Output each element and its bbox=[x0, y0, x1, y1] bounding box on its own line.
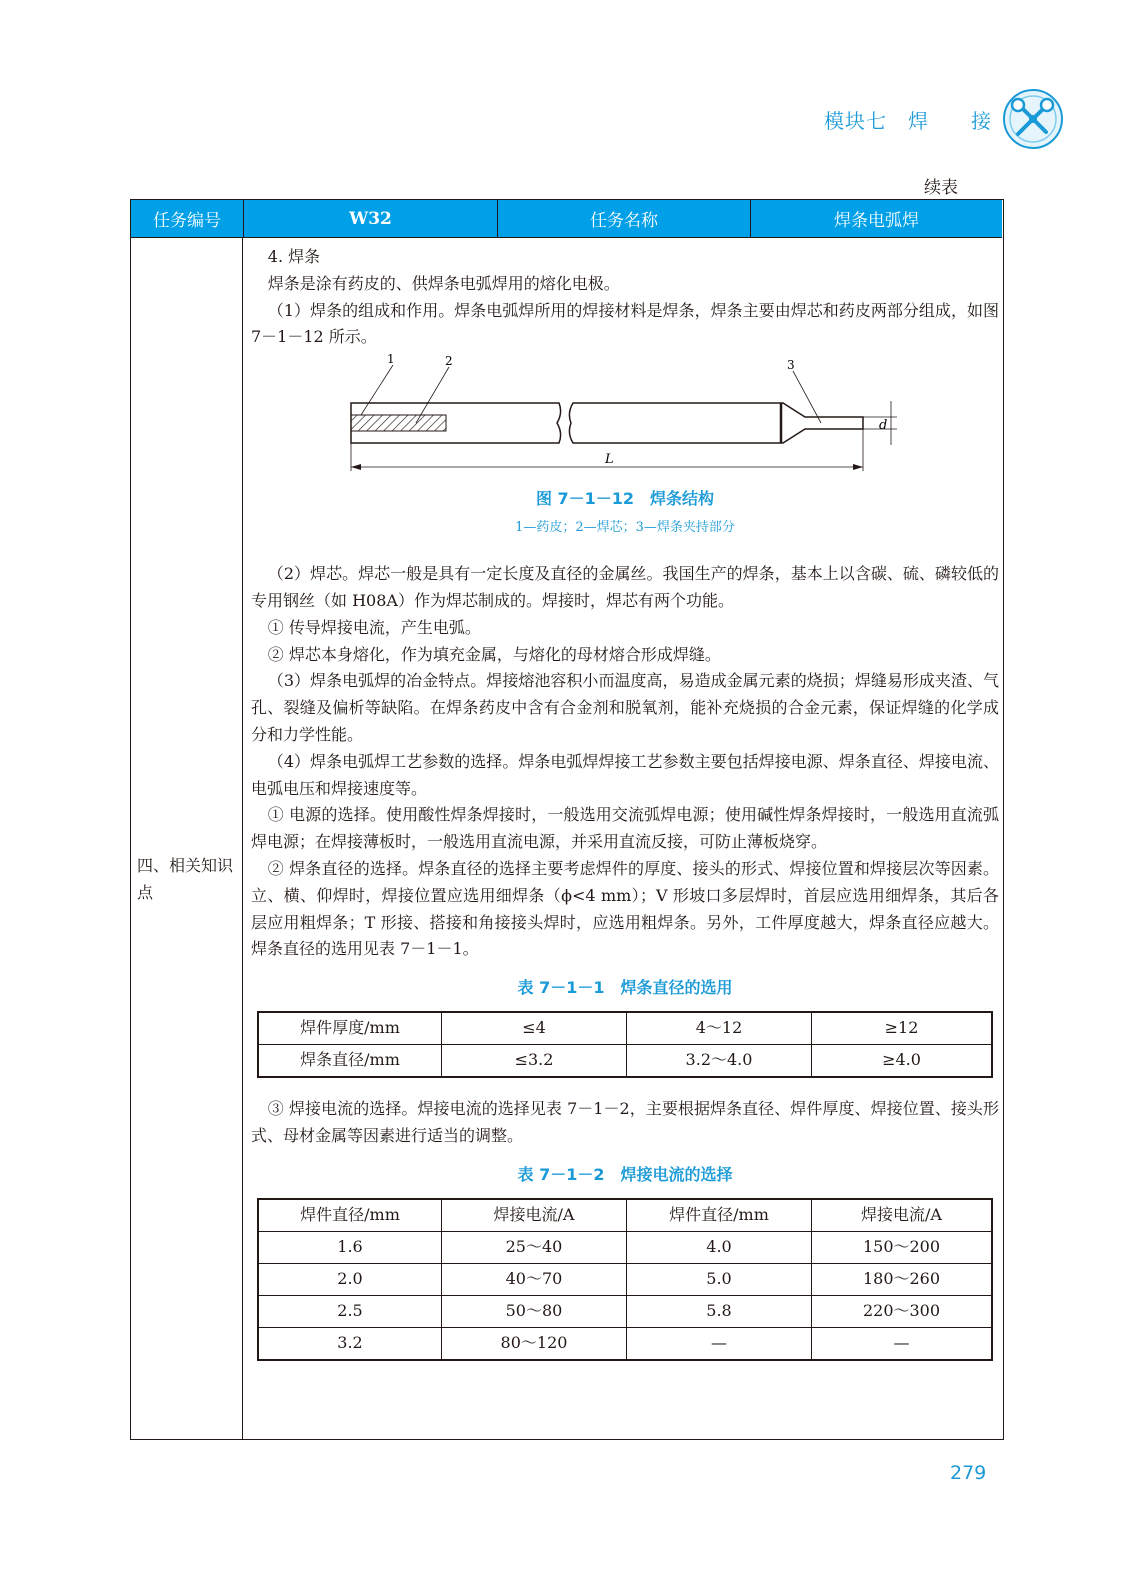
table-cell: — bbox=[627, 1327, 812, 1360]
paragraph-intro: 焊条是涂有药皮的、供焊条电弧焊用的熔化电极。 bbox=[267, 273, 620, 293]
table-cell: ≥12 bbox=[812, 1012, 993, 1045]
table-cell: ≥4.0 bbox=[812, 1045, 993, 1078]
paragraph-core-function-2: ② 焊芯本身熔化，作为填充金属，与熔化的母材熔合形成焊缝。 bbox=[267, 644, 721, 664]
paragraph-power-source: ① 电源的选择。使用酸性焊条焊接时，一般选用交流弧焊电源；使用碱性焊条焊接时，一般选用直流弧焊电源；在焊接薄板时，一般选用直流电源，并采用直流反接，可防止薄板烧穿。 bbox=[251, 805, 999, 852]
row-label-cell bbox=[131, 237, 243, 1439]
table-cell: ≤3.2 bbox=[442, 1045, 627, 1078]
table-cell: 150～200 bbox=[812, 1231, 993, 1263]
page-number: 279 bbox=[950, 1462, 987, 1484]
figure-legend: 1—药皮；2—焊芯；3—焊条夹持部分 bbox=[515, 520, 735, 536]
header-cell-task-id-label: 任务编号 bbox=[131, 200, 244, 237]
table-header-row bbox=[258, 1199, 992, 1232]
table-cell: 5.0 bbox=[627, 1263, 812, 1295]
header-cell-task-id: W32 bbox=[244, 200, 498, 237]
table-row bbox=[258, 1231, 992, 1263]
table-cell: 50～80 bbox=[442, 1295, 627, 1327]
task-table bbox=[130, 199, 1004, 1440]
table-header-cell: 焊件直径/mm bbox=[627, 1199, 812, 1232]
table-row bbox=[258, 1295, 992, 1327]
table-cell: 2.5 bbox=[258, 1295, 442, 1327]
table-row bbox=[258, 1327, 992, 1360]
table-cell: 5.8 bbox=[627, 1295, 812, 1327]
paragraph-core: （2）焊芯。焊芯一般是具有一定长度及直径的金属丝。我国生产的焊条，基本上以含碳、硫、磷较低的专用钢丝（如 H08A）作为焊芯制成的。焊接时，焊芯有两个功能。 bbox=[251, 564, 999, 610]
table-cell: 40～70 bbox=[442, 1263, 627, 1295]
table-cell: 80～120 bbox=[442, 1327, 627, 1360]
content-cell bbox=[251, 244, 999, 1361]
table-cell: 焊条直径/mm bbox=[258, 1045, 442, 1078]
table-cell: 25～40 bbox=[442, 1231, 627, 1263]
table-cell: 焊件厚度/mm bbox=[258, 1012, 442, 1045]
table-cell: 3.2～4.0 bbox=[627, 1045, 812, 1078]
dimension-L: L bbox=[605, 452, 614, 468]
table-cell: 1.6 bbox=[258, 1231, 442, 1263]
electrode-figure bbox=[251, 351, 999, 561]
table-cell: 3.2 bbox=[258, 1327, 442, 1360]
continued-label: 续表 bbox=[924, 178, 958, 198]
table-cell: 2.0 bbox=[258, 1263, 442, 1295]
paragraph-composition: （1）焊条的组成和作用。焊条电弧焊所用的焊接材料是焊条，焊条主要由焊芯和药皮两部分组成，如图 7－1－12 所示。 bbox=[251, 300, 999, 347]
fig-label-2: 2 bbox=[445, 354, 453, 369]
table-cell: 220～300 bbox=[812, 1295, 993, 1327]
diameter-table bbox=[257, 1011, 993, 1078]
core-section bbox=[351, 415, 446, 431]
table-header-cell: 焊接电流/A bbox=[442, 1199, 627, 1232]
paragraph-metallurgy: （3）焊条电弧焊的冶金特点。焊接熔池容积小而温度高，易造成金属元素的烧损；焊缝易形成夹渣、气孔、裂缝及偏析等缺陷。在焊条药皮中含有合金剂和脱氧剂，能补充烧损的合金元素，保证焊缝的化学成分和力学性能。 bbox=[251, 671, 999, 744]
electrode-diagram bbox=[251, 351, 999, 481]
wrench-emblem-icon bbox=[1000, 86, 1066, 152]
table1-caption: 表 7－1－1 焊条直径的选用 bbox=[517, 978, 733, 998]
section-title: 4. 焊条 bbox=[267, 247, 321, 266]
table2-caption: 表 7－1－2 焊接电流的选择 bbox=[517, 1164, 733, 1184]
coating-right bbox=[569, 403, 863, 443]
current-table bbox=[257, 1198, 993, 1361]
task-table-header bbox=[131, 200, 1002, 238]
header-cell-task-name: 焊条电弧焊 bbox=[834, 211, 919, 231]
table-cell: 4～12 bbox=[627, 1012, 812, 1045]
table-cell: 180～260 bbox=[812, 1263, 993, 1295]
header-cell-task-name-label: 任务名称 bbox=[498, 200, 751, 237]
table-header-cell: 焊件直径/mm bbox=[258, 1199, 442, 1232]
figure-caption: 图 7－1－12 焊条结构 bbox=[535, 489, 715, 509]
row-label: 四、相关知识点 bbox=[137, 856, 234, 902]
table-row bbox=[258, 1045, 992, 1078]
paragraph-electrode-diameter: ② 焊条直径的选择。焊条直径的选择主要考虑焊件的厚度、接头的形式、焊接位置和焊接层次等因素。立、横、仰焊时，焊接位置应选用细焊条（ϕ<4 mm）；V 形坡口多层焊时，首层应选用细焊条，其后各层应用粗焊条；T 形接、搭接和角接接头焊时，应选用粗焊条。另外，工件厚度越大，焊条直径应越大。焊条直径的选用见表 7－1－1。 bbox=[251, 858, 999, 959]
paragraph-current: ③ 焊接电流的选择。焊接电流的选择见表 7－1－2，主要根据焊条直径、焊件厚度、焊接位置、接头形式、母材金属等因素进行适当的调整。 bbox=[251, 1099, 999, 1145]
table-cell: ≤4 bbox=[442, 1012, 627, 1045]
paragraph-parameters: （4）焊条电弧焊工艺参数的选择。焊条电弧焊焊接工艺参数主要包括焊接电源、焊条直径、焊接电流、电弧电压和焊接速度等。 bbox=[251, 751, 999, 798]
paragraph-core-function-1: ① 传导焊接电流，产生电弧。 bbox=[267, 617, 481, 637]
chapter-title: 模块七 焊 接 bbox=[824, 109, 992, 133]
fig-label-3: 3 bbox=[787, 358, 795, 373]
fig-label-1: 1 bbox=[387, 352, 395, 367]
table-row bbox=[258, 1263, 992, 1295]
table-header-cell: 焊接电流/A bbox=[812, 1199, 993, 1232]
dimension-d: d bbox=[879, 418, 888, 434]
table-cell: 4.0 bbox=[627, 1231, 812, 1263]
table-cell: — bbox=[812, 1327, 993, 1360]
table-row bbox=[258, 1012, 992, 1045]
